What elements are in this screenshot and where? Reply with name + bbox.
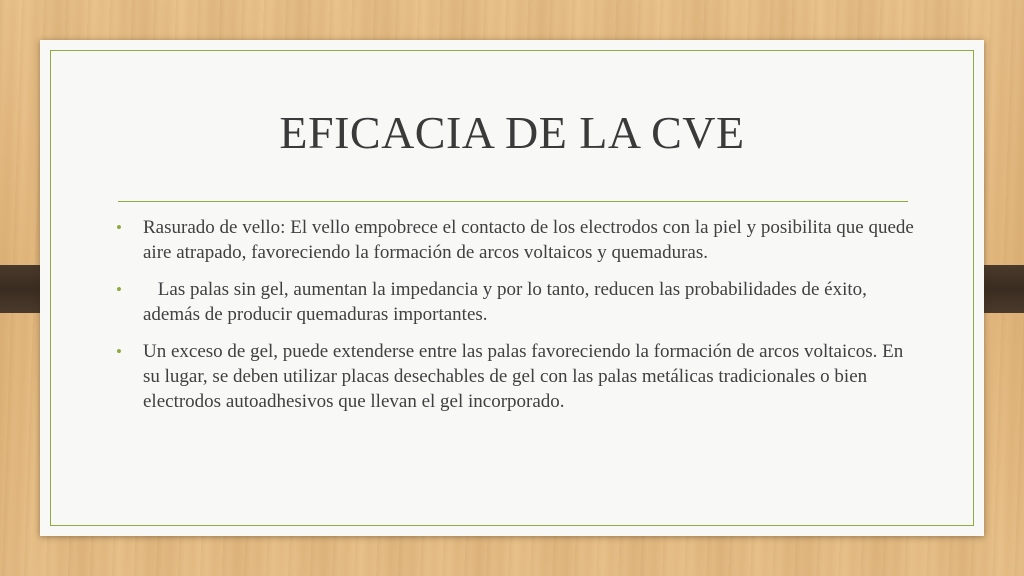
bullet-list [116, 215, 916, 426]
bullet-item [116, 277, 916, 327]
bullet-item [116, 215, 916, 265]
title-divider [118, 201, 908, 202]
slide-title: EFICACIA DE LA CVE [279, 107, 745, 158]
bullet-text: Rasurado de vello: El vello empobrece el contacto de los electrodos con la piel y posibilita que quede aire atrapado, favoreciendo la formación de arcos voltaicos y quemaduras. [143, 217, 914, 263]
bullet-dot-icon: • [116, 342, 122, 361]
bullet-dot-icon: • [116, 218, 122, 237]
bullet-item [116, 339, 916, 414]
bullet-dot-icon: • [116, 280, 122, 299]
slide-card [40, 40, 984, 536]
bullet-text: Un exceso de gel, puede extenderse entre las palas favoreciendo la formación de arcos voltaicos. En su lugar, se deben utilizar placas desechables de gel con las palas metálicas tradicionales o bien electrodos autoadhesivos que llevan el gel incorporado. [143, 341, 904, 412]
bullet-text: Las palas sin gel, aumentan la impedancia y por lo tanto, reducen las probabilidades de éxito, además de producir quemaduras importantes. [143, 279, 914, 325]
